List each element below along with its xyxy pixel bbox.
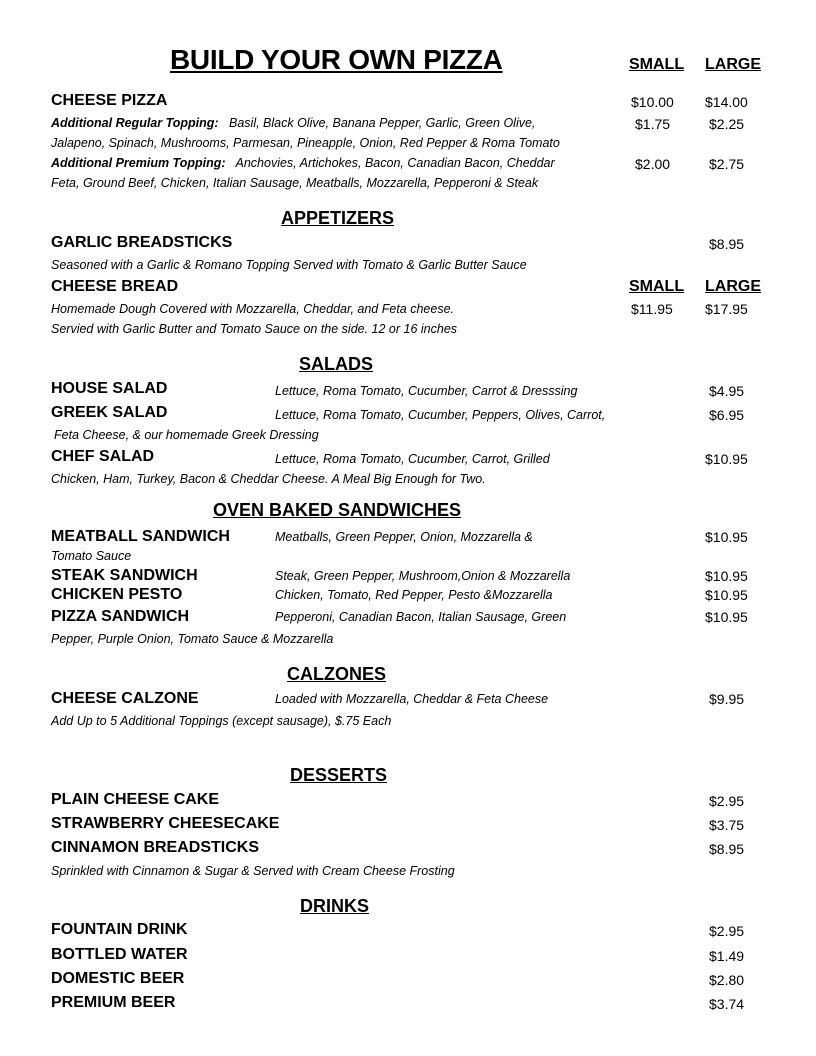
bottled-water-price: $1.49 [709, 948, 745, 964]
calzone-toppings-note: Add Up to 5 Additional Toppings (except sausage), $.75 Each [51, 714, 392, 728]
chicken-pesto-price: $10.95 [705, 587, 748, 603]
garlic-breadsticks-name: GARLIC BREADSTICKS [51, 234, 233, 251]
regular-topping-small-price: $1.75 [635, 116, 671, 132]
premium-topping-list-cont: Feta, Ground Beef, Chicken, Italian Sausage, Meatballs, Mozzarella, Pepperoni & Steak [51, 176, 539, 190]
house-salad-name: HOUSE SALAD [51, 380, 168, 397]
regular-topping-label: Additional Regular Topping: [51, 116, 219, 130]
meatball-sandwich-name: MEATBALL SANDWICH [51, 528, 230, 545]
greek-salad-name: GREEK SALAD [51, 404, 168, 421]
premium-beer-name: PREMIUM BEER [51, 994, 176, 1011]
pizza-sandwich-desc: Pepperoni, Canadian Bacon, Italian Sausage, Green [275, 610, 567, 624]
bottled-water-name: BOTTLED WATER [51, 946, 188, 963]
cinnamon-breadsticks-price: $8.95 [709, 841, 745, 857]
cinnamon-breadsticks-desc: Sprinkled with Cinnamon & Sugar & Served with Cream Cheese Frosting [51, 864, 455, 878]
premium-topping-label: Additional Premium Topping: [51, 156, 226, 170]
pizza-sandwich-name: PIZZA SANDWICH [51, 608, 190, 625]
premium-topping-large-price: $2.75 [709, 156, 745, 172]
domestic-beer-price: $2.80 [709, 972, 745, 988]
cheese-pizza-large-price: $14.00 [705, 94, 748, 110]
pizza-sandwich-desc-cont: Pepper, Purple Onion, Tomato Sauce & Mozzarella [51, 632, 334, 646]
steak-sandwich-name: STEAK SANDWICH [51, 567, 198, 584]
salads-heading: SALADS [299, 354, 374, 374]
steak-sandwich-price: $10.95 [705, 568, 748, 584]
cheese-bread-name: CHEESE BREAD [51, 278, 179, 295]
chef-salad-desc-cont: Chicken, Ham, Turkey, Bacon & Cheddar Cheese. A Meal Big Enough for Two. [51, 472, 486, 486]
chef-salad-price: $10.95 [705, 451, 748, 467]
cheese-bread-desc: Homemade Dough Covered with Mozzarella, Cheddar, and Feta cheese. [51, 302, 454, 316]
cinnamon-breadsticks-name: CINNAMON BREADSTICKS [51, 839, 259, 856]
cheese-pizza-small-price: $10.00 [631, 94, 674, 110]
cheese-bread-desc-cont: Servied with Garlic Butter and Tomato Sauce on the side. 12 or 16 inches [51, 322, 458, 336]
size-small-header: SMALL [629, 56, 685, 73]
meatball-sandwich-desc: Meatballs, Green Pepper, Onion, Mozzarella & [275, 530, 533, 544]
cheese-bread-small-price: $11.95 [631, 301, 673, 317]
chicken-pesto-desc: Chicken, Tomato, Red Pepper, Pesto &Mozzarella [275, 588, 553, 602]
cheese-calzone-price: $9.95 [709, 691, 745, 707]
fountain-drink-price: $2.95 [709, 923, 745, 939]
steak-sandwich-desc: Steak, Green Pepper, Mushroom,Onion & Mozzarella [275, 569, 571, 583]
plain-cheesecake-price: $2.95 [709, 793, 745, 809]
cheese-bread-large-header: LARGE [705, 278, 761, 295]
chef-salad-desc: Lettuce, Roma Tomato, Cucumber, Carrot, Grilled [275, 452, 550, 466]
cheese-bread-large-price: $17.95 [705, 301, 748, 317]
size-large-header: LARGE [705, 56, 761, 73]
meatball-sandwich-desc-cont: Tomato Sauce [51, 549, 132, 563]
greek-salad-price: $6.95 [709, 407, 745, 423]
strawberry-cheesecake-name: STRAWBERRY CHEESECAKE [51, 815, 280, 832]
cheese-bread-small-header: SMALL [629, 278, 685, 295]
regular-topping-line [51, 116, 535, 130]
house-salad-price: $4.95 [709, 383, 745, 399]
premium-topping-line [51, 156, 555, 170]
calzones-heading: CALZONES [287, 664, 386, 684]
regular-topping-large-price: $2.25 [709, 116, 745, 132]
cheese-calzone-desc: Loaded with Mozzarella, Cheddar & Feta Cheese [275, 692, 549, 706]
meatball-sandwich-price: $10.95 [705, 529, 748, 545]
appetizers-heading: APPETIZERS [281, 208, 395, 228]
fountain-drink-name: FOUNTAIN DRINK [51, 921, 188, 938]
cheese-pizza-name: CHEESE PIZZA [51, 92, 168, 109]
premium-topping-list: Anchovies, Artichokes, Bacon, Canadian Bacon, Cheddar [235, 156, 555, 170]
domestic-beer-name: DOMESTIC BEER [51, 970, 185, 987]
regular-topping-list: Basil, Black Olive, Banana Pepper, Garlic, Green Olive, [229, 116, 536, 130]
desserts-heading: DESSERTS [290, 765, 388, 785]
chef-salad-name: CHEF SALAD [51, 448, 155, 465]
strawberry-cheesecake-price: $3.75 [709, 817, 745, 833]
regular-topping-list-cont: Jalapeno, Spinach, Mushrooms, Parmesan, Pineapple, Onion, Red Pepper & Roma Tomato [51, 136, 560, 150]
cheese-calzone-name: CHEESE CALZONE [51, 690, 199, 707]
sandwiches-heading: OVEN BAKED SANDWICHES [213, 500, 462, 520]
plain-cheesecake-name: PLAIN CHEESE CAKE [51, 791, 220, 808]
greek-salad-desc: Lettuce, Roma Tomato, Cucumber, Peppers, Olives, Carrot, [275, 408, 606, 422]
chicken-pesto-name: CHICKEN PESTO [51, 586, 183, 603]
garlic-breadsticks-desc: Seasoned with a Garlic & Romano Topping Served with Tomato & Garlic Butter Sauce [51, 258, 527, 272]
pizza-sandwich-price: $10.95 [705, 609, 748, 625]
greek-salad-desc-cont: Feta Cheese, & our homemade Greek Dressing [54, 428, 319, 442]
page-title: BUILD YOUR OWN PIZZA [170, 44, 503, 75]
garlic-breadsticks-price: $8.95 [709, 236, 745, 252]
premium-beer-price: $3.74 [709, 996, 745, 1012]
house-salad-desc: Lettuce, Roma Tomato, Cucumber, Carrot & Dresssing [275, 384, 578, 398]
premium-topping-small-price: $2.00 [635, 156, 671, 172]
drinks-heading: DRINKS [300, 896, 370, 916]
